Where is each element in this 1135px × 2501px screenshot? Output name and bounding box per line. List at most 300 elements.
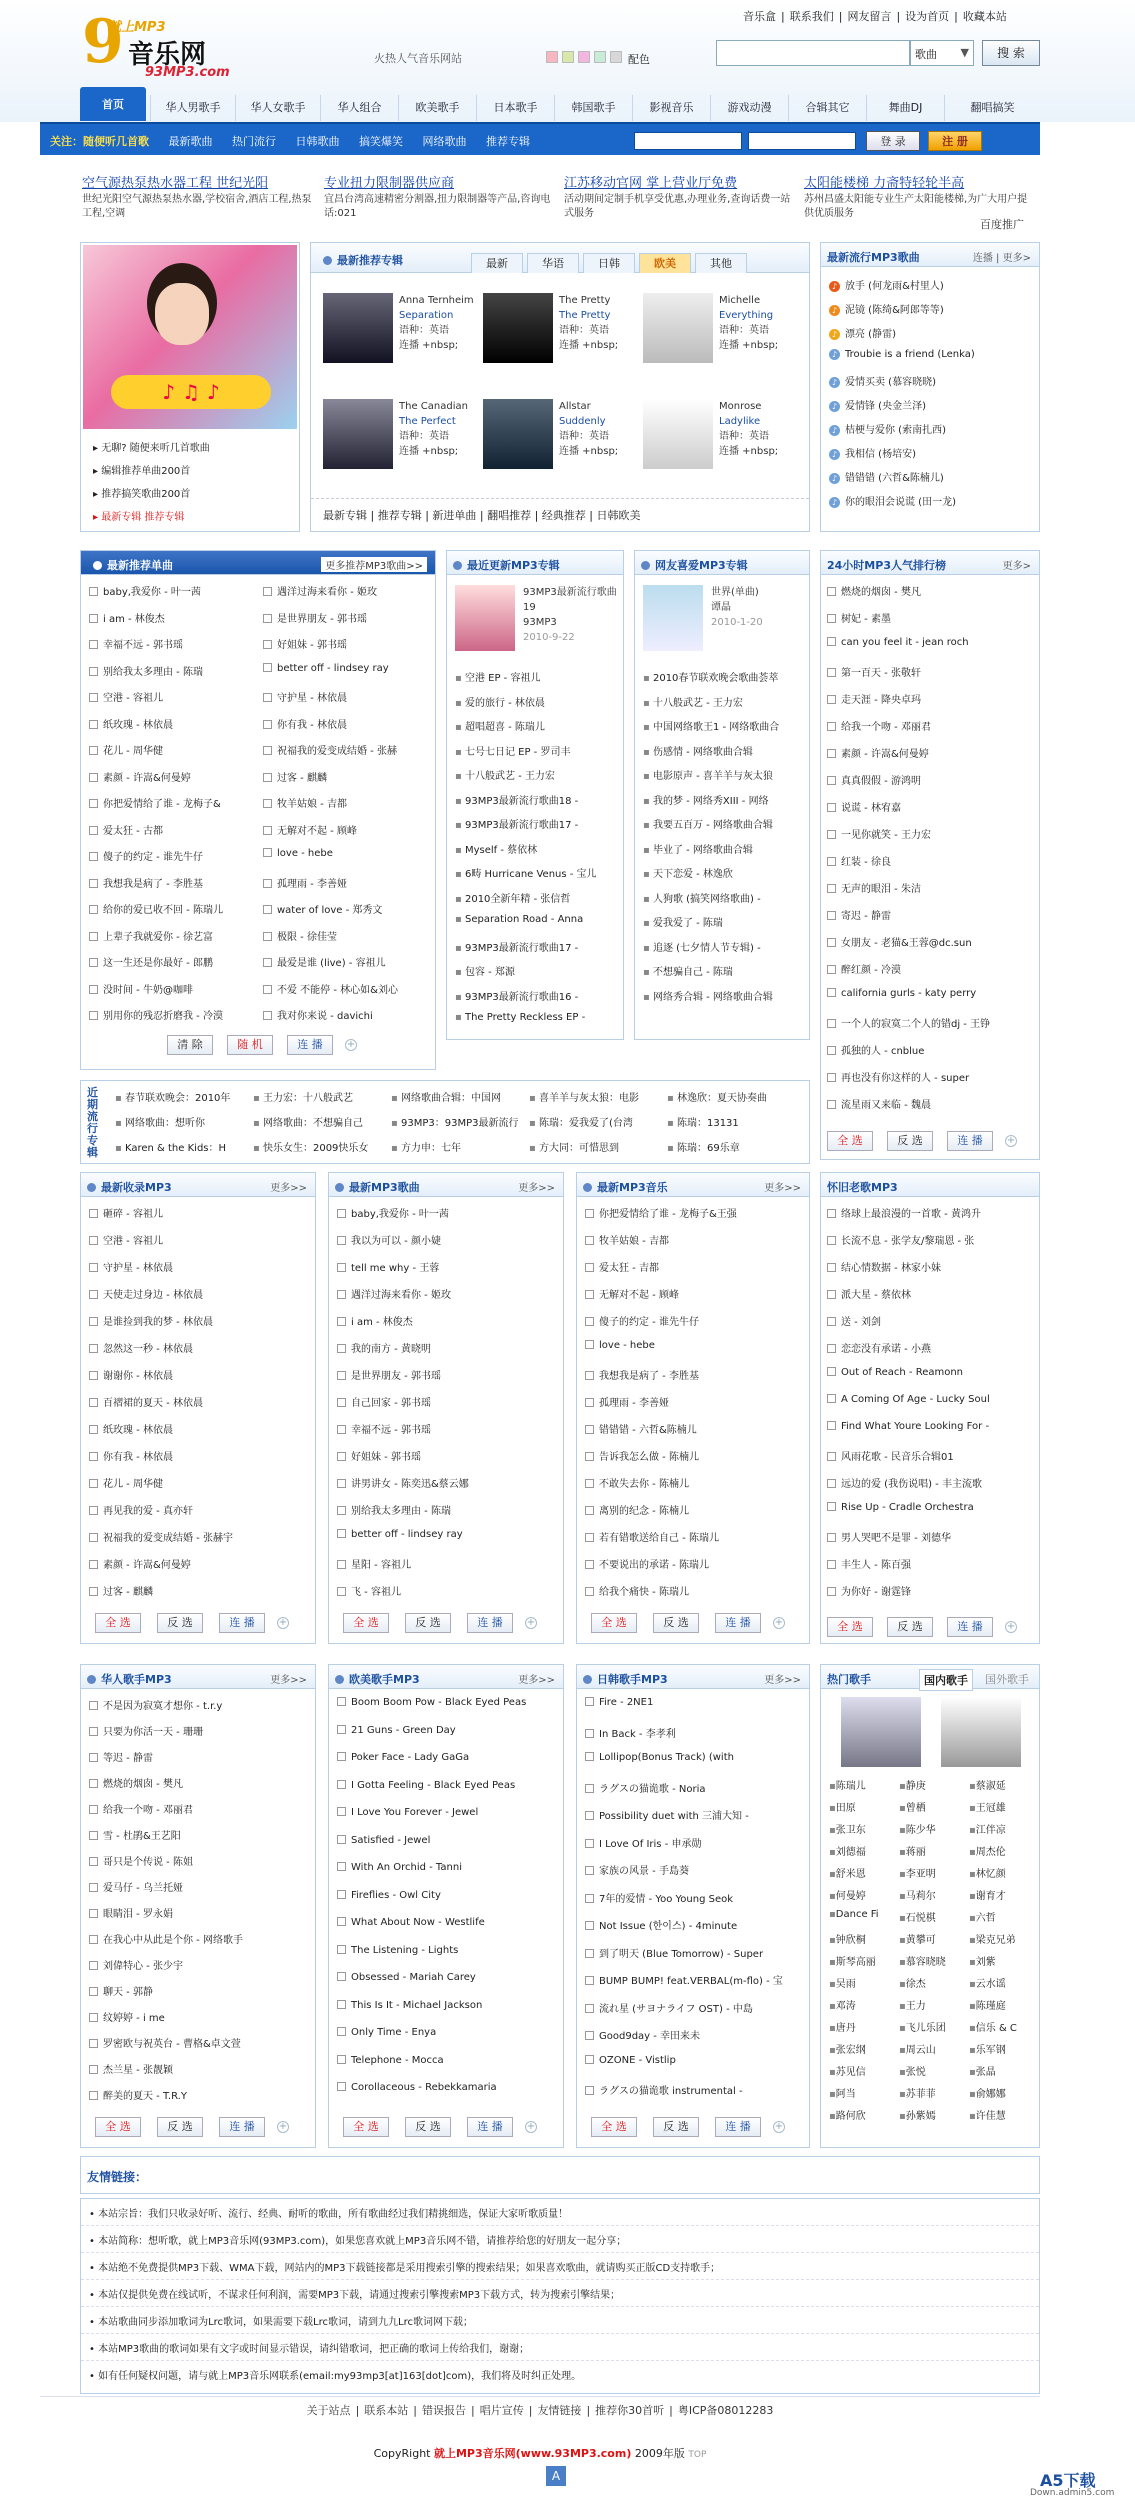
song-link[interactable]: 燃烧的烟囱 - 樊凡 (103, 1779, 183, 1790)
checkbox[interactable] (827, 1344, 836, 1353)
song-link[interactable]: 远边的爱 (我伤说唱) - 丰主流歌 (841, 1479, 982, 1490)
album-cover[interactable] (455, 585, 515, 651)
singer-link[interactable] (899, 2063, 967, 2078)
singer-link[interactable] (829, 1997, 897, 2012)
register-button[interactable]: 注 册 (928, 131, 982, 151)
song-link[interactable]: 我以为可以 - 颜小婕 (351, 1236, 441, 1247)
song-link[interactable]: 漂亮 (静雷) (845, 329, 896, 340)
list-item[interactable] (585, 1835, 805, 1850)
checkbox[interactable] (89, 1425, 98, 1434)
song-link[interactable]: baby,我爱你 - 叶一茜 (351, 1209, 449, 1220)
song-link[interactable]: 上辈子我就爱你 - 徐艺富 (103, 931, 213, 943)
list-item[interactable] (455, 669, 619, 684)
song-link[interactable]: 寄迟 - 静雷 (841, 911, 891, 922)
password-input[interactable] (748, 132, 856, 150)
checkbox[interactable] (827, 1421, 836, 1430)
toplink[interactable]: 音乐盒 (743, 10, 776, 23)
song-link[interactable]: 一个人的寂寞二个人的错dj - 王铮 (841, 1019, 991, 1030)
list-item[interactable] (667, 1139, 801, 1154)
singer-name[interactable]: 孙紫嫣 (905, 2111, 936, 2122)
list-item[interactable] (89, 769, 257, 784)
song-link[interactable]: 送 - 刘剑 (841, 1317, 881, 1328)
logo-name[interactable]: 音乐网 (128, 40, 207, 70)
checkbox[interactable] (585, 2004, 594, 2013)
song-link[interactable]: 给我一个吻 - 邓丽君 (841, 722, 931, 733)
list-item[interactable] (263, 742, 431, 757)
list-item[interactable] (827, 1096, 1037, 1111)
subnav-item[interactable]: 搞笑爆笑 (359, 135, 403, 148)
list-item[interactable] (89, 636, 257, 651)
song-link[interactable]: 素颜 - 许嵩&何曼婷 (103, 772, 191, 784)
list-item[interactable] (89, 1697, 311, 1712)
list-item[interactable] (827, 1448, 1037, 1463)
song-link[interactable]: 讲男讲女 - 陈奕迅&蔡云娜 (351, 1479, 469, 1490)
album-cover[interactable] (643, 585, 703, 651)
list-item[interactable] (585, 1367, 805, 1382)
list-item[interactable] (89, 689, 257, 704)
singer-link[interactable] (899, 2085, 967, 2100)
back-to-top[interactable]: TOP (688, 2450, 707, 2460)
checkbox[interactable] (89, 958, 98, 967)
song-link[interactable]: 泥镜 (陈绮&阿郎等等) (845, 305, 944, 316)
singer-name[interactable]: 阿当 (835, 2089, 856, 2100)
song-link[interactable]: 错错错 - 六哲&陈楠儿 (599, 1425, 697, 1436)
song-link[interactable]: With An Orchid - Tanni (351, 1862, 462, 1873)
nav-item[interactable]: 游戏动漫 (710, 95, 788, 121)
nav-item[interactable]: 日本歌手 (476, 95, 554, 121)
song-link[interactable]: 丰生人 - 陈百强 (841, 1560, 911, 1571)
list-item[interactable] (585, 1972, 805, 1987)
list-item[interactable] (263, 822, 431, 837)
album-link[interactable]: 伤感情 - 网络歌曲合辑 (652, 746, 753, 758)
singer-name[interactable]: 曾栖 (905, 1803, 926, 1814)
song-link[interactable]: A Coming Of Age - Lucky Soul (841, 1394, 990, 1405)
checkbox[interactable] (89, 1533, 98, 1542)
song-link[interactable]: 守护星 - 林依晨 (277, 693, 347, 704)
checkbox[interactable] (89, 1753, 98, 1762)
checkbox[interactable] (827, 1502, 836, 1511)
album-link[interactable]: 十八般武艺 - 王力宏 (464, 771, 555, 782)
list-item[interactable] (263, 583, 431, 598)
select-all-button[interactable]: 全 选 (827, 1617, 873, 1637)
list-item[interactable] (643, 743, 805, 758)
singer-link[interactable] (829, 1843, 897, 1858)
song-link[interactable]: 过客 - 麒麟 (103, 1587, 153, 1598)
list-item[interactable] (89, 1394, 311, 1409)
checkbox[interactable] (89, 1011, 98, 1020)
play-button[interactable]: 连 播 (219, 2117, 265, 2137)
song-link[interactable]: Lollipop(Bonus Track) (with (599, 1752, 734, 1763)
checkbox[interactable] (827, 749, 836, 758)
list-item[interactable] (829, 277, 1035, 292)
checkbox[interactable] (337, 1587, 346, 1596)
ad-block[interactable] (564, 172, 794, 221)
singer-name[interactable]: 刘德福 (835, 1847, 866, 1858)
add-icon[interactable]: + (1006, 1135, 1016, 1146)
album-link[interactable]: The Pretty Reckless EP - (464, 1012, 586, 1023)
checkbox[interactable] (827, 884, 836, 893)
song-link[interactable]: love - hebe (599, 1340, 655, 1351)
song-link[interactable]: This Is It - Michael Jackson (351, 1999, 483, 2011)
singer-name[interactable]: 石悦棋 (905, 1913, 936, 1924)
tab[interactable]: 国外歌手 (985, 1673, 1029, 1686)
song-link[interactable]: 砸碎 - 容祖儿 (103, 1209, 163, 1220)
checkbox[interactable] (89, 1961, 98, 1970)
feature-link[interactable]: ▸ 无聊? 随便来听几首歌曲 (93, 443, 210, 454)
play-all-link[interactable]: 连播 (972, 253, 993, 264)
list-item[interactable] (827, 880, 1037, 895)
search-input[interactable] (716, 40, 910, 66)
checkbox[interactable] (585, 1317, 594, 1326)
checkbox[interactable] (337, 1398, 346, 1407)
play-button[interactable]: 连 播 (715, 1613, 761, 1633)
checkbox[interactable] (585, 1290, 594, 1299)
feature-link[interactable]: ▸ 推荐搞笑歌曲200首 (93, 489, 191, 500)
focus-link[interactable]: 随便听几首歌 (83, 135, 149, 148)
list-item[interactable] (337, 1583, 559, 1598)
list-item[interactable] (585, 1583, 805, 1598)
select-all-button[interactable]: 全 选 (95, 1613, 141, 1633)
album-cover[interactable] (323, 293, 393, 363)
list-item[interactable] (253, 1089, 387, 1104)
list-item[interactable] (585, 2055, 805, 2066)
checkbox[interactable] (827, 722, 836, 731)
song-link[interactable]: 21 Guns - Green Day (351, 1724, 456, 1736)
song-link[interactable]: 守护星 - 林依晨 (103, 1263, 173, 1274)
list-item[interactable] (827, 1502, 1037, 1513)
list-item[interactable] (455, 841, 619, 856)
list-item[interactable] (337, 1394, 559, 1409)
tab[interactable]: 其他 (695, 253, 747, 273)
album-link[interactable]: 网络歌曲合辑：中国网 (400, 1093, 501, 1104)
list-item[interactable] (667, 1114, 801, 1129)
list-item[interactable] (89, 848, 257, 863)
list-item[interactable] (827, 1205, 1037, 1220)
singer-name[interactable]: 梁克兄弟 (975, 1935, 1016, 1946)
checkbox[interactable] (89, 2091, 98, 2100)
album-info[interactable]: 93MP3最新流行歌曲19 93MP3 2010-9-22 (523, 587, 617, 643)
singer-link[interactable] (829, 1799, 897, 1814)
song-link[interactable]: 桔梗与爱你 (索南扎西) (845, 425, 946, 436)
checkbox[interactable] (827, 1209, 836, 1218)
list-item[interactable] (337, 1259, 559, 1274)
list-item[interactable] (585, 1556, 805, 1571)
checkbox[interactable] (585, 1209, 594, 1218)
subnav-item[interactable]: 推荐专辑 (486, 135, 530, 148)
song-link[interactable]: 谢谢你 - 林依晨 (103, 1371, 173, 1382)
checkbox[interactable] (89, 1701, 98, 1710)
checkbox[interactable] (263, 879, 272, 888)
checkbox[interactable] (827, 614, 836, 623)
song-link[interactable]: 无解对不起 - 顾峰 (599, 1290, 679, 1301)
album-cover[interactable] (643, 293, 713, 363)
album-link[interactable]: 天下恋爱 - 林逸欣 (652, 869, 733, 880)
album-link[interactable]: 超唱超喜 - 陈瑞儿 (464, 722, 545, 733)
list-item[interactable] (115, 1139, 249, 1154)
checkbox[interactable] (89, 1317, 98, 1326)
color-swatch[interactable] (610, 51, 622, 63)
singer-link[interactable] (969, 1997, 1037, 2012)
checkbox[interactable] (263, 693, 272, 702)
checkbox[interactable] (89, 1506, 98, 1515)
album-footer-link[interactable]: 新进单曲 (432, 509, 477, 522)
checkbox[interactable] (337, 1835, 346, 1844)
list-item[interactable] (455, 743, 619, 758)
singer-link[interactable] (829, 1777, 897, 1792)
list-item[interactable] (337, 1502, 559, 1517)
song-link[interactable]: 别给我太多理由 - 陈瑞 (351, 1506, 451, 1517)
song-link[interactable]: Poker Face - Lady GaGa (351, 1752, 470, 1763)
album-info[interactable]: Anna Ternheim Separation 语种：英语 连播 +nbsp; (399, 295, 474, 351)
singer-link[interactable] (829, 1865, 897, 1880)
checkbox[interactable] (337, 1945, 346, 1954)
song-link[interactable]: 给我一个吻 - 邓丽君 (103, 1805, 193, 1816)
song-link[interactable]: Not Issue (한이스) - 4minute (599, 1921, 738, 1932)
checkbox[interactable] (89, 2065, 98, 2074)
song-link[interactable]: 空港 - 容祖儿 (103, 693, 163, 704)
song-link[interactable]: 你把爱情给了谁 - 龙梅子&王强 (599, 1209, 737, 1220)
list-item[interactable] (827, 1313, 1037, 1328)
checkbox[interactable] (585, 1425, 594, 1434)
song-link[interactable]: 别用你的残忍折磨我 - 冷漠 (103, 1011, 223, 1022)
feature-image[interactable] (83, 245, 297, 429)
play-button[interactable]: 连 播 (947, 1617, 993, 1637)
singer-name[interactable]: 云水谣 (975, 1979, 1006, 1990)
singer-name[interactable]: 黄攀可 (905, 1935, 936, 1946)
list-item[interactable] (89, 1556, 311, 1571)
album-footer-link[interactable]: 日韩欧美 (596, 509, 641, 522)
checkbox[interactable] (585, 1371, 594, 1380)
song-link[interactable]: 花儿 - 周华健 (103, 746, 163, 757)
list-item[interactable] (89, 583, 257, 598)
list-item[interactable] (585, 1475, 805, 1490)
song-link[interactable]: 纸玫瑰 - 林依晨 (103, 719, 173, 731)
color-swatch[interactable] (546, 51, 558, 63)
invert-button[interactable]: 反 选 (405, 1613, 451, 1633)
singer-photo[interactable] (841, 1697, 921, 1767)
play-button[interactable]: 连 播 (715, 2117, 761, 2137)
list-item[interactable] (89, 1286, 311, 1301)
tab-active[interactable]: 国内歌手 (919, 1669, 973, 1691)
list-item[interactable] (337, 2027, 559, 2038)
list-item[interactable] (827, 691, 1037, 706)
list-item[interactable] (337, 1697, 559, 1708)
invert-button[interactable]: 反 选 (157, 2117, 203, 2137)
song-link[interactable]: 素颜 - 许嵩&何曼婷 (103, 1560, 191, 1571)
singer-link[interactable] (829, 2063, 897, 2078)
checkbox[interactable] (585, 1752, 594, 1761)
checkbox[interactable] (263, 720, 272, 729)
footer-link[interactable]: 推荐你30首听 (595, 2404, 665, 2417)
song-link[interactable]: Satisfied - Jewel (351, 1834, 431, 1846)
list-item[interactable] (337, 1232, 559, 1247)
checkbox[interactable] (827, 857, 836, 866)
singer-link[interactable] (899, 1909, 967, 1924)
more-link[interactable]: 更多> (1002, 253, 1031, 264)
checkbox[interactable] (827, 1394, 836, 1403)
singer-link[interactable] (899, 2107, 967, 2122)
singer-link[interactable] (829, 1887, 897, 1902)
list-item[interactable] (89, 954, 257, 969)
checkbox[interactable] (337, 1317, 346, 1326)
album-info[interactable]: Michelle Everything 语种：英语 连播 +nbsp; (719, 295, 779, 351)
list-item[interactable] (263, 954, 431, 969)
singer-link[interactable] (829, 2107, 897, 2122)
ad-title[interactable]: 江苏移动官网 掌上营业厅免费 (564, 176, 738, 191)
song-link[interactable]: 孤理雨 - 李善娅 (277, 878, 347, 890)
baidu-ad-label[interactable]: 百度推广 (980, 218, 1024, 231)
list-item[interactable] (585, 1313, 805, 1328)
list-item[interactable] (337, 1421, 559, 1436)
checkbox[interactable] (337, 2000, 346, 2009)
singer-name[interactable]: 李亚明 (905, 1869, 936, 1880)
checkbox[interactable] (827, 1263, 836, 1272)
song-link[interactable]: 爱马仔 - 乌兰托娅 (103, 1883, 183, 1894)
ad-title[interactable]: 专业扭力限制器供应商 (324, 176, 455, 191)
list-item[interactable] (643, 694, 805, 709)
site-badge-icon[interactable]: A (546, 2466, 566, 2486)
list-item[interactable] (89, 1801, 311, 1816)
song-link[interactable]: What About Now - Westlife (351, 1917, 485, 1928)
checkbox[interactable] (585, 2086, 594, 2095)
song-link[interactable]: i am - 林俊杰 (103, 613, 165, 625)
list-item[interactable] (827, 1232, 1037, 1247)
list-item[interactable] (263, 636, 431, 651)
album-link[interactable]: 十八般武艺 - 王力宏 (652, 697, 743, 709)
list-item[interactable] (827, 1394, 1037, 1405)
invert-button[interactable]: 反 选 (887, 1617, 933, 1637)
singer-name[interactable]: 陈瑾庭 (975, 2001, 1006, 2012)
list-item[interactable] (455, 865, 619, 880)
song-link[interactable]: 刘偉特心 - 张少宇 (103, 1961, 183, 1972)
list-item[interactable] (89, 1723, 311, 1738)
song-link[interactable]: The Listening - Lights (351, 1944, 459, 1956)
checkbox[interactable] (337, 1780, 346, 1789)
checkbox[interactable] (263, 773, 272, 782)
list-item[interactable] (827, 1042, 1037, 1057)
song-link[interactable]: I Gotta Feeling - Black Eyed Peas (351, 1779, 516, 1791)
checkbox[interactable] (89, 932, 98, 941)
album-link[interactable]: 快乐女生：2009快乐女 (262, 1143, 369, 1154)
ad-block[interactable] (82, 172, 312, 221)
checkbox[interactable] (337, 1209, 346, 1218)
list-item[interactable] (263, 689, 431, 704)
list-item[interactable] (529, 1089, 663, 1104)
nav-item[interactable]: 华人女歌手 (235, 95, 320, 121)
song-link[interactable]: 风雨花歌 - 民音乐合辑01 (841, 1452, 954, 1463)
singer-link[interactable] (899, 1821, 967, 1836)
list-item[interactable] (89, 1529, 311, 1544)
checkbox[interactable] (827, 1560, 836, 1569)
feature-link[interactable]: ▸ 编辑推荐单曲200首 (93, 466, 191, 477)
checkbox[interactable] (89, 1727, 98, 1736)
singer-link[interactable] (969, 1865, 1037, 1880)
singer-link[interactable] (969, 1887, 1037, 1902)
list-item[interactable] (827, 1475, 1037, 1490)
singer-link[interactable] (899, 2019, 967, 2034)
list-item[interactable] (263, 795, 431, 810)
checkbox[interactable] (827, 1019, 836, 1028)
song-link[interactable]: 你的眼泪会说谎 (田一龙) (845, 497, 956, 508)
list-item[interactable] (89, 928, 257, 943)
checkbox[interactable] (89, 640, 98, 649)
ad-title[interactable]: 空气源热泵热水器工程 世纪光阳 (82, 176, 269, 191)
checkbox[interactable] (827, 911, 836, 920)
play-button[interactable]: 连 播 (947, 1131, 993, 1151)
list-item[interactable] (827, 664, 1037, 679)
checkbox[interactable] (263, 614, 272, 623)
song-link[interactable]: 牧羊姑娘 - 吉都 (599, 1236, 669, 1247)
checkbox[interactable] (89, 852, 98, 861)
invert-button[interactable]: 反 选 (653, 1613, 699, 1633)
singer-link[interactable] (899, 1997, 967, 2012)
footer-link[interactable]: 错误报告 (422, 2404, 466, 2417)
singer-link[interactable] (899, 1777, 967, 1792)
checkbox[interactable] (337, 1263, 346, 1272)
song-link[interactable]: 再也没有你这样的人 - super (841, 1073, 970, 1084)
list-item[interactable] (263, 901, 431, 916)
song-link[interactable]: 飞 - 容祖儿 (351, 1587, 401, 1598)
more-link[interactable]: 更多>> (764, 1183, 801, 1194)
album-link[interactable]: 爱的旅行 - 林依晨 (464, 697, 545, 709)
album-link[interactable]: 网络秀合辑 - 网络歌曲合辑 (652, 991, 773, 1003)
checkbox[interactable] (89, 879, 98, 888)
checkbox[interactable] (827, 668, 836, 677)
toplink[interactable]: 收藏本站 (962, 10, 1007, 23)
singer-link[interactable] (829, 1821, 897, 1836)
list-item[interactable] (263, 981, 431, 996)
song-link[interactable]: 百褶裙的夏天 - 林依晨 (103, 1398, 203, 1409)
album-link[interactable]: 空港 EP - 容祖儿 (464, 673, 541, 684)
checkbox[interactable] (827, 1317, 836, 1326)
checkbox[interactable] (89, 905, 98, 914)
list-item[interactable] (829, 397, 1035, 412)
list-item[interactable] (89, 1905, 311, 1920)
singer-link[interactable] (829, 1953, 897, 1968)
song-link[interactable]: better off - lindsey ray (277, 662, 389, 674)
song-link[interactable]: better off - lindsey ray (351, 1529, 463, 1540)
album-footer-link[interactable]: 经典推荐 (541, 509, 586, 522)
singer-name[interactable]: 周云山 (905, 2045, 936, 2056)
color-swatch[interactable] (594, 51, 606, 63)
song-link[interactable]: 是世界朋友 - 郭书瑶 (277, 613, 367, 625)
singer-name[interactable]: 俞娜娜 (975, 2089, 1006, 2100)
footer-link[interactable]: 友情链接 (537, 2404, 582, 2417)
list-item[interactable] (337, 1890, 559, 1901)
list-item[interactable] (337, 1862, 559, 1873)
color-swatch[interactable] (578, 51, 590, 63)
singer-name[interactable]: 徐杰 (905, 1979, 926, 1990)
list-item[interactable] (253, 1114, 387, 1129)
singer-name[interactable]: 路何欣 (835, 2111, 866, 2122)
singer-link[interactable] (969, 1953, 1037, 1968)
song-link[interactable]: 牧羊姑娘 - 吉都 (277, 799, 347, 810)
list-item[interactable] (89, 1775, 311, 1790)
footer-link[interactable]: 粤ICP备08012283 (677, 2404, 774, 2417)
checkbox[interactable] (89, 1987, 98, 1996)
add-icon[interactable]: + (1006, 1621, 1016, 1632)
list-item[interactable] (89, 716, 257, 731)
list-item[interactable] (89, 1749, 311, 1764)
checkbox[interactable] (89, 1831, 98, 1840)
singer-name[interactable]: 蔡淑延 (975, 1781, 1006, 1792)
list-item[interactable] (643, 718, 805, 733)
song-link[interactable]: 第一百天 - 张敬轩 (841, 668, 921, 679)
song-link[interactable]: 无解对不起 - 顾峰 (277, 825, 357, 837)
list-item[interactable] (455, 792, 619, 807)
checkbox[interactable] (337, 1425, 346, 1434)
checkbox[interactable] (827, 637, 836, 646)
